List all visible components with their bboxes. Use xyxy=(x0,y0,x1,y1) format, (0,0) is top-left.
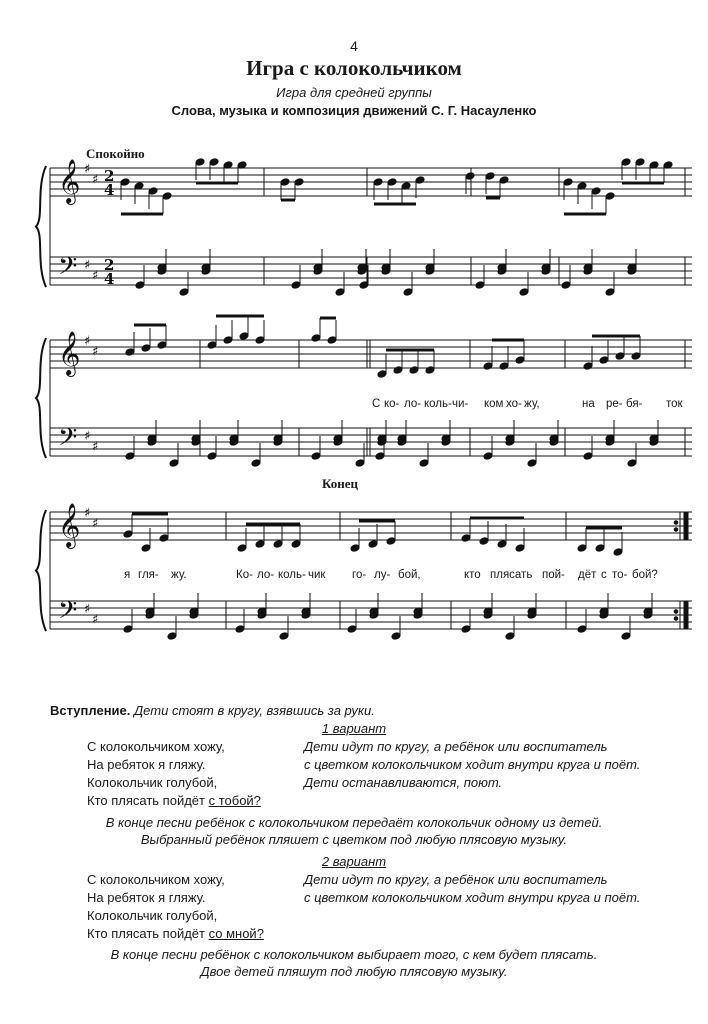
notehead xyxy=(239,332,249,341)
treble-clef: 𝄞 xyxy=(58,331,81,375)
sharp-sign: ♯ xyxy=(84,162,91,177)
action-line: Дети останавливаются, поют. xyxy=(304,775,503,790)
notehead xyxy=(461,625,471,634)
notehead xyxy=(393,366,403,375)
lyric-syllable: ре- xyxy=(606,398,623,410)
time-signature: 4 xyxy=(104,181,115,199)
lyric-syllable: плясать xyxy=(490,569,533,581)
sharp-sign: ♯ xyxy=(92,612,99,628)
verse-line: На ребяток я гляжу. xyxy=(87,757,206,772)
notehead xyxy=(391,632,401,641)
lyric-syllable: Ко- xyxy=(236,569,253,581)
notehead xyxy=(403,288,413,297)
notehead xyxy=(409,366,419,375)
lyric-syllable: жу, xyxy=(524,398,540,410)
notehead xyxy=(387,178,397,187)
notehead xyxy=(577,544,587,553)
lyric-syllable: то- xyxy=(612,569,628,581)
lyric-syllable: ток xyxy=(666,398,683,410)
time-signature: 2 xyxy=(104,167,115,185)
final-barline xyxy=(684,512,688,540)
variant-2-note: В конце песни ребёнок с колокольчиком выбирает того, с кем будет плясать. xyxy=(110,947,598,962)
notehead xyxy=(499,176,509,185)
intro-label: Вступление. xyxy=(50,703,131,718)
notehead xyxy=(386,537,396,546)
notehead xyxy=(595,544,605,553)
verse-text-underlined: со мной? xyxy=(208,926,264,941)
intro-line xyxy=(50,702,375,719)
notehead xyxy=(425,366,435,375)
notehead xyxy=(605,288,615,297)
sharp-sign: ♯ xyxy=(92,439,99,455)
notehead xyxy=(497,540,507,549)
final-barline xyxy=(684,601,688,629)
notehead xyxy=(120,178,130,187)
verse-line xyxy=(87,925,264,942)
lyric-syllable: на xyxy=(582,398,595,410)
repeat-dot xyxy=(674,610,678,614)
notehead xyxy=(359,281,369,290)
variant-1-note: Выбранный ребёнок пляшет с цветком под любую плясовую музыку. xyxy=(140,832,568,847)
notehead xyxy=(577,625,587,634)
notehead xyxy=(195,158,205,167)
notehead xyxy=(355,459,365,468)
repeat-dot xyxy=(674,528,678,532)
notehead xyxy=(148,187,158,196)
notehead xyxy=(485,172,495,181)
lyric-syllable: бя- xyxy=(626,398,643,410)
brace xyxy=(36,338,46,458)
notehead xyxy=(591,187,601,196)
lyric-syllable: жу. xyxy=(171,569,187,581)
lyric-syllable: бой? xyxy=(632,569,658,581)
verse-line: Колокольчик голубой, xyxy=(87,775,218,790)
lyric-syllable: гля- xyxy=(138,569,159,581)
verse-text: Кто плясать пойдёт xyxy=(87,793,209,808)
action-line: Дети идут по кругу, а ребёнок или воспитатель xyxy=(304,739,608,754)
notehead xyxy=(273,540,283,549)
notehead xyxy=(505,632,515,641)
notehead xyxy=(621,632,631,641)
variant-1-heading: 1 вариант xyxy=(321,721,387,736)
sharp-sign: ♯ xyxy=(84,258,91,273)
notehead xyxy=(561,281,571,290)
notehead xyxy=(291,281,301,290)
action-line: Дети идут по кругу, а ребёнок или воспитатель xyxy=(304,872,608,887)
song-subtitle: Игра для средней группы xyxy=(276,85,432,100)
lyric-syllable: хо- xyxy=(506,398,522,410)
variant-2-heading: 2 вариант xyxy=(321,854,387,869)
notehead xyxy=(613,548,623,557)
lyric-syllable: лу- xyxy=(374,569,391,581)
notehead xyxy=(563,178,573,187)
notehead xyxy=(207,341,217,350)
notehead xyxy=(375,452,385,461)
notehead xyxy=(527,459,537,468)
lyric-syllable: чи- xyxy=(452,398,469,410)
verse-line: Колокольчик голубой, xyxy=(87,908,218,923)
notehead xyxy=(141,544,151,553)
notehead xyxy=(162,192,172,201)
notehead xyxy=(621,158,631,167)
sharp-sign: ♯ xyxy=(84,429,91,444)
notehead xyxy=(169,459,179,468)
treble-clef: 𝄞 xyxy=(58,503,81,547)
sharp-sign: ♯ xyxy=(92,516,99,532)
sharp-sign: ♯ xyxy=(84,602,91,617)
notehead xyxy=(583,362,593,371)
repeat-dot xyxy=(674,521,678,525)
notehead xyxy=(475,281,485,290)
notehead xyxy=(368,540,378,549)
notehead xyxy=(499,362,509,371)
notehead xyxy=(461,534,471,543)
notehead xyxy=(123,625,133,634)
notehead xyxy=(350,544,360,553)
sharp-sign: ♯ xyxy=(84,506,91,521)
notehead xyxy=(237,544,247,553)
lyric-syllable: кто xyxy=(464,569,481,581)
notehead xyxy=(294,178,304,187)
notehead xyxy=(311,334,321,343)
lyric-syllable: ло- xyxy=(404,398,422,410)
notehead xyxy=(141,344,151,353)
notehead xyxy=(483,452,493,461)
notehead xyxy=(209,158,219,167)
variant-2-note: Двое детей пляшут под любую плясовую музыку. xyxy=(200,964,508,979)
lyric-syllable: я xyxy=(124,569,131,581)
lyric-syllable: чик xyxy=(308,569,326,581)
notehead xyxy=(311,452,321,461)
lyric-syllable: ко- xyxy=(384,398,400,410)
notehead xyxy=(167,632,177,641)
bass-clef: 𝄢 xyxy=(58,423,78,458)
lyric-syllable: дёт xyxy=(578,569,597,581)
sharp-sign: ♯ xyxy=(84,334,91,349)
notehead xyxy=(125,348,135,357)
notehead xyxy=(135,281,145,290)
notehead xyxy=(515,356,525,365)
notehead xyxy=(627,459,637,468)
notehead xyxy=(373,178,383,187)
lyric-syllable: с xyxy=(601,569,607,581)
notehead xyxy=(335,288,345,297)
verse-text-underlined: с тобой? xyxy=(208,793,261,808)
notehead xyxy=(125,452,135,461)
bass-clef: 𝄢 xyxy=(58,596,78,631)
notehead xyxy=(327,336,337,345)
lyric-syllable: пой- xyxy=(542,569,565,581)
notehead xyxy=(235,625,245,634)
fine-marking: Конец xyxy=(322,476,359,491)
notehead xyxy=(255,540,265,549)
notehead xyxy=(631,352,641,361)
verse-line: На ребяток я гляжу. xyxy=(87,890,206,905)
notehead xyxy=(280,178,290,187)
time-signature: 2 xyxy=(104,256,115,274)
lyric-syllable: го- xyxy=(352,569,367,581)
lyric-syllable: коль- xyxy=(424,398,452,410)
verse-line xyxy=(87,792,261,809)
verse-line: С колокольчиком хожу, xyxy=(87,739,225,754)
notehead xyxy=(479,537,489,546)
notehead xyxy=(483,362,493,371)
treble-clef: 𝄞 xyxy=(58,159,81,203)
lyric-syllable: С xyxy=(372,398,381,410)
notehead xyxy=(179,288,189,297)
sharp-sign: ♯ xyxy=(92,268,99,284)
notehead xyxy=(377,370,387,379)
lyric-syllable: ло- xyxy=(257,569,275,581)
notehead xyxy=(123,530,133,539)
notehead xyxy=(347,625,357,634)
song-title: Игра с колокольчиком xyxy=(246,56,462,80)
verse-text: Кто плясать пойдёт xyxy=(87,926,209,941)
notehead xyxy=(515,544,525,553)
time-signature: 4 xyxy=(104,270,115,288)
lyric-syllable: коль- xyxy=(278,569,306,581)
notehead xyxy=(519,288,529,297)
notehead xyxy=(223,336,233,345)
tempo-marking: Спокойно xyxy=(86,146,145,161)
brace xyxy=(36,510,46,631)
bass-clef: 𝄢 xyxy=(58,252,78,287)
notehead xyxy=(207,452,217,461)
action-line: с цветком колокольчиком ходит внутри круга и поёт. xyxy=(304,890,641,905)
notehead xyxy=(251,459,261,468)
notehead xyxy=(255,336,265,345)
notehead xyxy=(157,341,167,350)
notehead xyxy=(583,452,593,461)
song-credits: Слова, музыка и композиция движений С. Г. Насауленко xyxy=(171,103,537,118)
action-line: с цветком колокольчиком ходит внутри круга и поёт. xyxy=(304,757,641,772)
notehead xyxy=(635,158,645,167)
variant-1-note: В конце песни ребёнок с колокольчиком передаёт колокольчик одному из детей. xyxy=(105,815,603,830)
notehead xyxy=(465,172,475,181)
notehead xyxy=(605,192,615,201)
sharp-sign: ♯ xyxy=(92,172,99,188)
sharp-sign: ♯ xyxy=(92,344,99,360)
notehead xyxy=(415,176,425,185)
brace xyxy=(36,166,46,287)
notehead xyxy=(419,459,429,468)
notehead xyxy=(615,352,625,361)
notehead xyxy=(291,540,301,549)
verse-line: С колокольчиком хожу, xyxy=(87,872,225,887)
page-number: 4 xyxy=(350,38,358,54)
notehead xyxy=(279,632,289,641)
lyric-syllable: ком xyxy=(484,398,504,410)
notehead xyxy=(159,534,169,543)
repeat-dot xyxy=(674,617,678,621)
notehead xyxy=(599,356,609,365)
intro-text: Дети стоят в кругу, взявшись за руки. xyxy=(134,703,375,718)
lyric-syllable: бой, xyxy=(398,569,421,581)
